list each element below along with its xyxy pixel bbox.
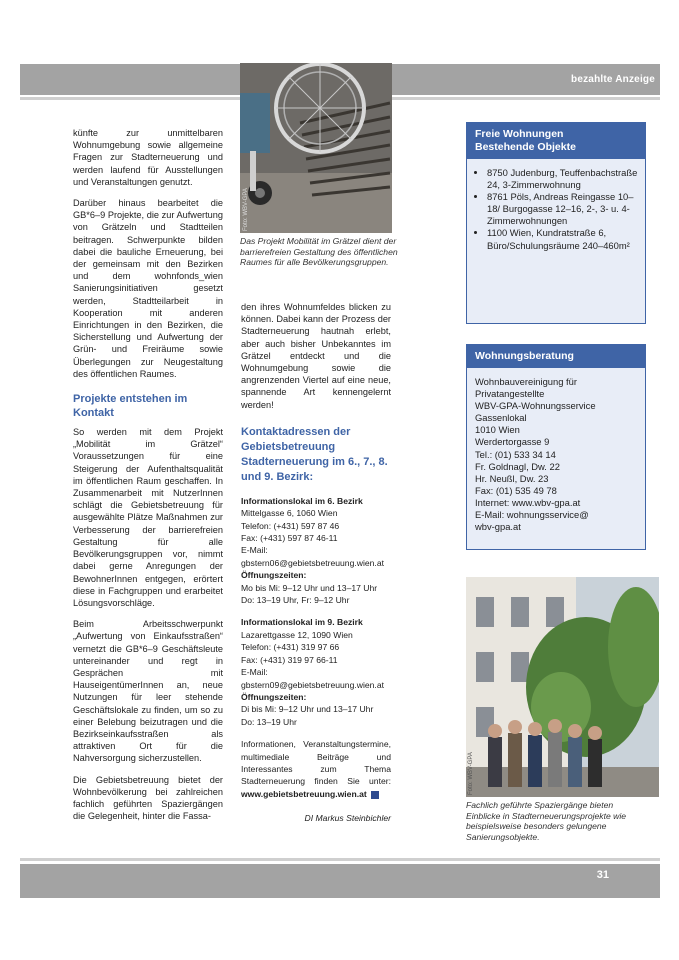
wheelchair-image <box>240 63 392 233</box>
contact-line: Gassenlokal <box>475 412 527 424</box>
email: E-Mail: gbstern09@gebietsbetreuung.wien.at <box>241 667 384 690</box>
paragraph: So werden mit dem Projekt „Mobilität im Grätzel“ Voraussetzungen für eine Steigerung der Aufenthaltsqualität im öffentlichen Raum geschaffen. In Zusammenarbeit mit NutzerInnen schlägt die Gebietsbetreuung für ausgewählte Plätze Maßnahmen zur Verbesserung der barrierefreien Gestaltung für alle Bevölkerungsgruppen vor, nimmt dabei gerne Anregungen der BewohnerInnen entgegen, erörtert diese in Fachgruppen und erarbeitet Lösungsvorschläge. <box>73 427 223 608</box>
page-number: 31 <box>596 869 609 881</box>
box-header <box>467 123 645 159</box>
list-item: • 8761 Pöls, Andreas Reingasse 10–18/ Burgogasse 12–16, 2-, 3- u. 4-Zimmerwohnungen <box>487 191 639 227</box>
article-column-2 <box>241 301 391 824</box>
box-subtitle: Bestehende Objekte <box>475 141 576 153</box>
website-link[interactable]: Internet: www.wbv-gpa.at <box>475 496 581 508</box>
photo-credit: Foto: WBV-GPA <box>468 752 474 795</box>
contact-line: 1010 Wien <box>475 424 520 436</box>
contact-line: Fr. Goldnagl, Dw. 22 <box>475 460 560 472</box>
contact-line: Wohnbauvereinigung für <box>475 376 577 387</box>
list-item: • 1100 Wien, Kundratstraße 6, Büro/Schulungsräume 240–460m² <box>487 227 639 251</box>
fax: Fax: (+431) 597 87 46-11 <box>241 533 338 544</box>
contact-line: Privatangestellte <box>475 388 545 400</box>
housing-advice-box <box>466 344 646 550</box>
email: E-Mail: gbstern06@gebietsbetreuung.wien.at <box>241 545 384 568</box>
hours: Di bis Mi: 9–12 Uhr und 13–17 Uhr <box>241 704 374 715</box>
box-title: Freie Wohnungen <box>475 128 564 140</box>
paragraph: künfte zur unmittelbaren Wohnumgebung sowie allgemeine Fragen zur Stadterneuerung und werden laufend für Ausstellungen und Veranstaltungen genutzt. <box>73 128 223 187</box>
contact-line: Tel.: (01) 533 34 14 <box>475 448 556 460</box>
fax: Fax: (+431) 319 97 66-11 <box>241 654 338 665</box>
street-scene-image <box>466 577 659 797</box>
paragraph: den ihres Wohnumfeldes blicken zu können. Dabei kann der Prozess der Stadterneuerung hautnah erlebt, aber auch bisher Unbekanntes im Grätzel entdeckt und die Wohnumgebung sowie die angrenzenden Viertel auf eine neue, spannende Art kennengelernt werden! <box>241 302 391 410</box>
email-link[interactable]: E-Mail: wohnungsservice@ <box>475 509 589 521</box>
hours: Do: 13–19 Uhr, Fr: 9–12 Uhr <box>241 595 350 606</box>
contact-line: Werdertorgasse 9 <box>475 436 550 448</box>
wheelchair-photo <box>240 63 392 233</box>
photo-caption: Das Projekt Mobilität im Grätzel dient der barrierefreien Gestaltung des öffentlichen Raumes für alle Bevölkerungsgruppen. <box>240 236 398 268</box>
contact-heading: Kontaktadressen der Gebietsbetreuung Stadterneuerung im 6., 7., 8. und 9. Bezirk: <box>241 425 388 483</box>
contact-block-6 <box>241 495 391 607</box>
phone: Telefon: (+431) 319 97 66 <box>241 642 340 653</box>
free-apartments-box <box>466 122 646 324</box>
box-title: Wohnungsberatung <box>467 345 645 368</box>
list-item: • 8750 Judenburg, Teuffenbachstraße 24, 3-Zimmerwohnung <box>487 167 639 191</box>
contact-line: WBV-GPA-Wohnungsservice <box>475 400 596 412</box>
phone: Telefon: (+431) 597 87 46 <box>241 520 340 531</box>
author: DI Markus Steinbichler <box>304 813 391 824</box>
walking-tour-photo <box>466 577 659 797</box>
hours-title: Öffnungszeiten: <box>241 570 307 581</box>
website-link[interactable]: www.gebietsbetreuung.wien.at <box>241 788 367 799</box>
contact-line: Hr. Neußl, Dw. 23 <box>475 472 549 484</box>
contact-block-9 <box>241 616 391 728</box>
apartment-list <box>467 167 645 252</box>
photo-caption: Fachlich geführte Spaziergänge bieten Einblicke in Stadterneuerungsprojekte wie beispielsweise besonders gelungene Sanierungsobjekte. <box>466 800 627 842</box>
hours-title: Öffnungszeiten: <box>241 691 307 702</box>
footer-divider <box>20 858 660 861</box>
article-column-1 <box>73 127 223 831</box>
hours: Mo bis Mi: 9–12 Uhr und 13–17 Uhr <box>241 582 378 593</box>
advice-contact <box>467 368 645 533</box>
footer-bar <box>20 864 660 898</box>
contact-title: Informationslokal im 6. Bezirk <box>241 495 363 506</box>
address: Lazarettgasse 12, 1090 Wien <box>241 629 353 640</box>
info-paragraph <box>241 738 391 800</box>
contact-title: Informationslokal im 9. Bezirk <box>241 617 363 628</box>
paragraph: Darüber hinaus bearbeitet die GB*6–9 Projekte, die zur Aufwertung von Grätzeln und Stadtteilen beitragen. Schwerpunkte bilden dabei die bauliche Erneuerung, bei der gemeinsam mit den Bezirken und dem wohnfonds_wien Sanierungsinitiativen gesetzt werden, Stadtteilarbeit in Kooperation mit anderen Einrichtungen in den Bezirken, die Sicherstellung und Aufwertung der Grün- und Freiräume sowie Überlegungen zur Neugestaltung des öffentlichen Raumes. <box>73 198 223 379</box>
photo-credit: Foto: WBV-GPA <box>243 188 249 231</box>
ad-label: bezahlte Anzeige <box>571 74 655 85</box>
info-text: Informationen, Veranstaltungstermine, multimediale Beiträge und Interessantes zum Thema Stadterneuerung finden Sie unter: <box>241 739 391 787</box>
email-link[interactable]: wbv-gpa.at <box>475 521 521 533</box>
section-heading: Projekte entstehen im Kontakt <box>73 393 188 420</box>
contact-line: Fax: (01) 535 49 78 <box>475 484 557 496</box>
end-square-icon <box>371 791 379 799</box>
address: Mittelgasse 6, 1060 Wien <box>241 508 338 519</box>
paragraph: Beim Arbeitsschwerpunkt „Aufwertung von Einkaufsstraßen“ vernetzt die GB*6–9 Geschäftsleute untereinander und regt in Gesprächen mit HauseigentümerInnen an, neue Nutzungen für leer stehende Geschäftslokale zu finden, um so zu einer Belebung beizutragen und die Bezirkseinkaufsstraßen als attraktiven Ort für die Nahversorgung sicherzustellen. <box>73 619 223 764</box>
hours: Do: 13–19 Uhr <box>241 716 297 727</box>
paragraph: Die Gebietsbetreuung bietet der Wohnbevölkerung bei zahlreichen fachlich geführten Spaziergängen die Gelegenheit, hinter die Fassa- <box>73 774 223 822</box>
